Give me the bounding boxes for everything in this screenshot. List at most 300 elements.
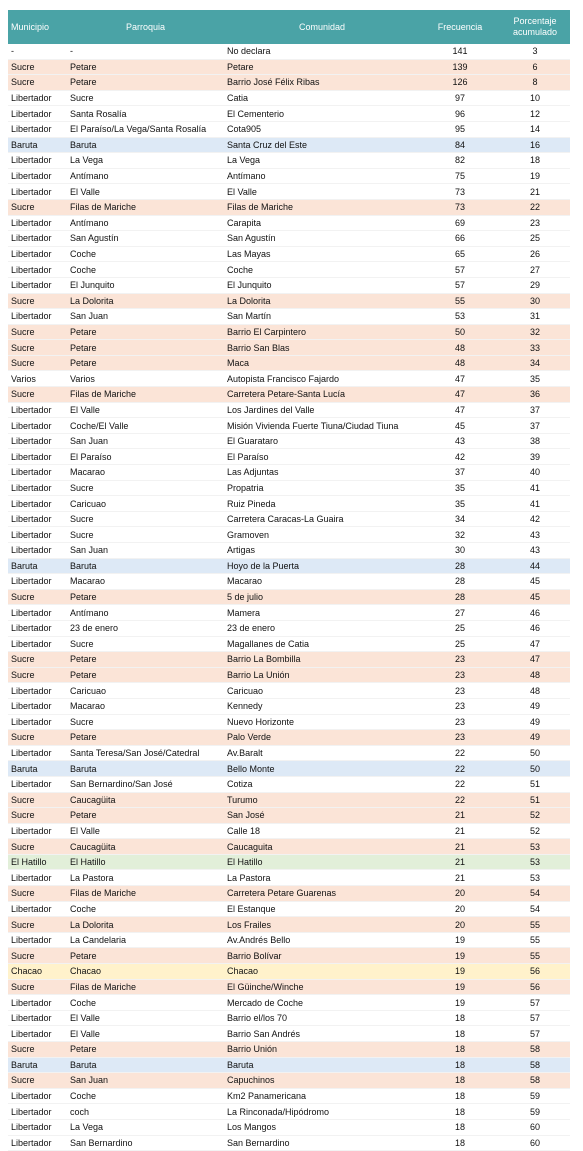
cell-comunidad: Mamera — [224, 605, 420, 621]
cell-municipio: Libertador — [8, 683, 67, 699]
cell-comunidad: El Güinche/Winche — [224, 979, 420, 995]
cell-porcentaje: 52 — [500, 823, 570, 839]
table-row — [8, 418, 570, 434]
cell-municipio: Libertador — [8, 184, 67, 200]
table-row — [8, 558, 570, 574]
cell-porcentaje: 34 — [500, 355, 570, 371]
cell-municipio: Libertador — [8, 262, 67, 278]
cell-frecuencia: 25 — [420, 620, 500, 636]
cell-municipio: Libertador — [8, 433, 67, 449]
cell-parroquia: Coche — [67, 246, 224, 262]
cell-parroquia: El Paraíso — [67, 449, 224, 465]
cell-porcentaje: 50 — [500, 745, 570, 761]
cell-municipio: Libertador — [8, 153, 67, 169]
cell-municipio: Sucre — [8, 387, 67, 403]
cell-comunidad: Las Mayas — [224, 246, 420, 262]
cell-frecuencia: 66 — [420, 231, 500, 247]
table-row — [8, 761, 570, 777]
cell-porcentaje: 25 — [500, 231, 570, 247]
cell-municipio: Libertador — [8, 106, 67, 122]
cell-parroquia: Sucre — [67, 511, 224, 527]
cell-porcentaje: 31 — [500, 309, 570, 325]
cell-comunidad: Las Adjuntas — [224, 465, 420, 481]
table-row — [8, 620, 570, 636]
cell-parroquia: Baruta — [67, 761, 224, 777]
cell-municipio: Libertador — [8, 745, 67, 761]
cell-frecuencia: 47 — [420, 387, 500, 403]
cell-municipio: Libertador — [8, 465, 67, 481]
cell-municipio: - — [8, 44, 67, 59]
cell-parroquia: Petare — [67, 652, 224, 668]
cell-parroquia: Coche — [67, 995, 224, 1011]
table-row — [8, 667, 570, 683]
cell-parroquia: Varios — [67, 371, 224, 387]
cell-municipio: Libertador — [8, 543, 67, 559]
cell-parroquia: Caucagüita — [67, 839, 224, 855]
table-row — [8, 387, 570, 403]
cell-comunidad: Barrio El Carpintero — [224, 324, 420, 340]
cell-porcentaje: 37 — [500, 418, 570, 434]
cell-porcentaje: 19 — [500, 168, 570, 184]
cell-frecuencia: 21 — [420, 839, 500, 855]
cell-comunidad: Macarao — [224, 574, 420, 590]
cell-frecuencia: 28 — [420, 574, 500, 590]
cell-frecuencia: 32 — [420, 527, 500, 543]
table-row — [8, 496, 570, 512]
cell-frecuencia: 82 — [420, 153, 500, 169]
cell-frecuencia: 53 — [420, 309, 500, 325]
cell-porcentaje: 54 — [500, 901, 570, 917]
cell-municipio: Sucre — [8, 792, 67, 808]
table-row — [8, 574, 570, 590]
cell-comunidad: Santa Cruz del Este — [224, 137, 420, 153]
cell-parroquia: La Candelaria — [67, 932, 224, 948]
table-row — [8, 90, 570, 106]
cell-comunidad: El Paraíso — [224, 449, 420, 465]
table-body — [8, 44, 570, 1151]
cell-parroquia: San Bernardino — [67, 1135, 224, 1151]
cell-frecuencia: 23 — [420, 698, 500, 714]
cell-comunidad: El Hatillo — [224, 854, 420, 870]
cell-municipio: Sucre — [8, 324, 67, 340]
cell-frecuencia: 48 — [420, 355, 500, 371]
cell-comunidad: Carretera Caracas-La Guaira — [224, 511, 420, 527]
cell-porcentaje: 58 — [500, 1057, 570, 1073]
cell-municipio: Baruta — [8, 137, 67, 153]
cell-porcentaje: 43 — [500, 527, 570, 543]
cell-frecuencia: 18 — [420, 1026, 500, 1042]
cell-porcentaje: 10 — [500, 90, 570, 106]
cell-porcentaje: 51 — [500, 792, 570, 808]
cell-porcentaje: 47 — [500, 636, 570, 652]
cell-frecuencia: 18 — [420, 1088, 500, 1104]
cell-municipio: Libertador — [8, 1135, 67, 1151]
cell-parroquia: Petare — [67, 948, 224, 964]
cell-municipio: Libertador — [8, 574, 67, 590]
cell-parroquia: Filas de Mariche — [67, 979, 224, 995]
cell-porcentaje: 49 — [500, 698, 570, 714]
cell-comunidad: Filas de Mariche — [224, 199, 420, 215]
cell-comunidad: La Rinconada/Hipódromo — [224, 1104, 420, 1120]
cell-municipio: Libertador — [8, 309, 67, 325]
table-row — [8, 371, 570, 387]
table-row — [8, 808, 570, 824]
cell-municipio: Libertador — [8, 995, 67, 1011]
cell-frecuencia: 48 — [420, 340, 500, 356]
table-row — [8, 355, 570, 371]
table-row — [8, 1135, 570, 1151]
cell-frecuencia: 20 — [420, 917, 500, 933]
cell-municipio: Sucre — [8, 59, 67, 75]
cell-porcentaje: 55 — [500, 932, 570, 948]
cell-parroquia: El Valle — [67, 1026, 224, 1042]
cell-comunidad: Barrio Bolívar — [224, 948, 420, 964]
cell-comunidad: Maca — [224, 355, 420, 371]
cell-parroquia: La Vega — [67, 1119, 224, 1135]
cell-parroquia: Baruta — [67, 137, 224, 153]
cell-frecuencia: 28 — [420, 589, 500, 605]
cell-municipio: Libertador — [8, 714, 67, 730]
cell-parroquia: Petare — [67, 59, 224, 75]
cell-municipio: Sucre — [8, 652, 67, 668]
cell-frecuencia: 20 — [420, 901, 500, 917]
cell-municipio: Sucre — [8, 355, 67, 371]
cell-porcentaje: 35 — [500, 371, 570, 387]
cell-porcentaje: 60 — [500, 1135, 570, 1151]
table-row — [8, 44, 570, 59]
cell-comunidad: El Estanque — [224, 901, 420, 917]
cell-parroquia: Petare — [67, 808, 224, 824]
cell-frecuencia: 55 — [420, 293, 500, 309]
cell-frecuencia: 139 — [420, 59, 500, 75]
table-row — [8, 1104, 570, 1120]
cell-comunidad: San Martín — [224, 309, 420, 325]
table-row — [8, 449, 570, 465]
cell-frecuencia: 84 — [420, 137, 500, 153]
cell-parroquia: Baruta — [67, 1057, 224, 1073]
cell-comunidad: Los Jardines del Valle — [224, 402, 420, 418]
cell-porcentaje: 32 — [500, 324, 570, 340]
cell-municipio: Libertador — [8, 636, 67, 652]
cell-parroquia: Petare — [67, 1042, 224, 1058]
cell-porcentaje: 14 — [500, 121, 570, 137]
cell-municipio: Sucre — [8, 199, 67, 215]
table-row — [8, 901, 570, 917]
table-row — [8, 964, 570, 980]
cell-municipio: Libertador — [8, 527, 67, 543]
cell-porcentaje: 33 — [500, 340, 570, 356]
cell-porcentaje: 57 — [500, 1010, 570, 1026]
table-row — [8, 168, 570, 184]
cell-comunidad: Av.Baralt — [224, 745, 420, 761]
cell-municipio: Libertador — [8, 932, 67, 948]
cell-porcentaje: 41 — [500, 496, 570, 512]
table-row — [8, 511, 570, 527]
cell-municipio: Sucre — [8, 589, 67, 605]
cell-porcentaje: 37 — [500, 402, 570, 418]
cell-porcentaje: 18 — [500, 153, 570, 169]
cell-frecuencia: 141 — [420, 44, 500, 59]
table-row — [8, 137, 570, 153]
header-row — [8, 10, 570, 44]
cell-parroquia: Petare — [67, 340, 224, 356]
table-row — [8, 543, 570, 559]
cell-municipio: Libertador — [8, 1104, 67, 1120]
cell-parroquia: Petare — [67, 730, 224, 746]
cell-parroquia: El Paraíso/La Vega/Santa Rosalía — [67, 121, 224, 137]
cell-comunidad: Misión Vivienda Fuerte Tiuna/Ciudad Tiuna — [224, 418, 420, 434]
cell-frecuencia: 18 — [420, 1010, 500, 1026]
cell-comunidad: Antímano — [224, 168, 420, 184]
cell-parroquia: Petare — [67, 75, 224, 91]
cell-frecuencia: 18 — [420, 1104, 500, 1120]
cell-parroquia: San Agustín — [67, 231, 224, 247]
cell-frecuencia: 18 — [420, 1042, 500, 1058]
table-row — [8, 121, 570, 137]
cell-parroquia: San Bernardino/San José — [67, 776, 224, 792]
cell-comunidad: San José — [224, 808, 420, 824]
cell-parroquia: Sucre — [67, 636, 224, 652]
cell-comunidad: Barrio el/los 70 — [224, 1010, 420, 1026]
cell-comunidad: Baruta — [224, 1057, 420, 1073]
cell-municipio: Sucre — [8, 948, 67, 964]
cell-parroquia: Macarao — [67, 574, 224, 590]
cell-frecuencia: 22 — [420, 745, 500, 761]
table-row — [8, 480, 570, 496]
cell-comunidad: Bello Monte — [224, 761, 420, 777]
cell-frecuencia: 96 — [420, 106, 500, 122]
cell-comunidad: La Pastora — [224, 870, 420, 886]
cell-comunidad: El Valle — [224, 184, 420, 200]
cell-parroquia: La Dolorita — [67, 293, 224, 309]
cell-parroquia: Coche — [67, 262, 224, 278]
cell-porcentaje: 21 — [500, 184, 570, 200]
cell-comunidad: San Agustín — [224, 231, 420, 247]
cell-comunidad: Mercado de Coche — [224, 995, 420, 1011]
cell-frecuencia: 97 — [420, 90, 500, 106]
cell-comunidad: El Cementerio — [224, 106, 420, 122]
table-row — [8, 75, 570, 91]
cell-municipio: Libertador — [8, 620, 67, 636]
cell-municipio: Libertador — [8, 215, 67, 231]
table-row — [8, 324, 570, 340]
cell-frecuencia: 75 — [420, 168, 500, 184]
cell-municipio: Sucre — [8, 730, 67, 746]
cell-frecuencia: 35 — [420, 496, 500, 512]
cell-municipio: Sucre — [8, 293, 67, 309]
cell-municipio: Libertador — [8, 901, 67, 917]
cell-frecuencia: 21 — [420, 854, 500, 870]
cell-frecuencia: 22 — [420, 792, 500, 808]
cell-parroquia: Sucre — [67, 480, 224, 496]
table-row — [8, 465, 570, 481]
cell-parroquia: Coche/El Valle — [67, 418, 224, 434]
cell-parroquia: Coche — [67, 901, 224, 917]
table-row — [8, 184, 570, 200]
cell-comunidad: La Dolorita — [224, 293, 420, 309]
cell-municipio: Libertador — [8, 277, 67, 293]
table-row — [8, 1042, 570, 1058]
cell-municipio: Sucre — [8, 917, 67, 933]
cell-frecuencia: 47 — [420, 371, 500, 387]
table-row — [8, 776, 570, 792]
table-row — [8, 652, 570, 668]
cell-parroquia: Sucre — [67, 527, 224, 543]
cell-municipio: Libertador — [8, 823, 67, 839]
cell-porcentaje: 55 — [500, 948, 570, 964]
cell-porcentaje: 56 — [500, 964, 570, 980]
cell-frecuencia: 21 — [420, 808, 500, 824]
table-row — [8, 433, 570, 449]
cell-frecuencia: 19 — [420, 932, 500, 948]
table-row — [8, 340, 570, 356]
cell-comunidad: La Vega — [224, 153, 420, 169]
table-row — [8, 262, 570, 278]
cell-municipio: Sucre — [8, 839, 67, 855]
cell-porcentaje: 49 — [500, 730, 570, 746]
cell-parroquia: 23 de enero — [67, 620, 224, 636]
cell-porcentaje: 8 — [500, 75, 570, 91]
cell-frecuencia: 65 — [420, 246, 500, 262]
cell-comunidad: 23 de enero — [224, 620, 420, 636]
cell-parroquia: Petare — [67, 589, 224, 605]
cell-municipio: Libertador — [8, 1119, 67, 1135]
cell-parroquia: Macarao — [67, 465, 224, 481]
cell-parroquia: Baruta — [67, 558, 224, 574]
cell-municipio: Chacao — [8, 964, 67, 980]
cell-municipio: Libertador — [8, 449, 67, 465]
cell-parroquia: Coche — [67, 1088, 224, 1104]
table-row — [8, 1010, 570, 1026]
cell-municipio: Libertador — [8, 605, 67, 621]
cell-municipio: Sucre — [8, 1073, 67, 1089]
cell-comunidad: Palo Verde — [224, 730, 420, 746]
cell-frecuencia: 20 — [420, 886, 500, 902]
cell-porcentaje: 46 — [500, 605, 570, 621]
cell-municipio: Libertador — [8, 418, 67, 434]
table-row — [8, 605, 570, 621]
table-row — [8, 979, 570, 995]
cell-comunidad: Ruiz Pineda — [224, 496, 420, 512]
table-row — [8, 199, 570, 215]
cell-frecuencia: 21 — [420, 870, 500, 886]
cell-porcentaje: 60 — [500, 1119, 570, 1135]
cell-porcentaje: 53 — [500, 854, 570, 870]
cell-comunidad: Kennedy — [224, 698, 420, 714]
cell-parroquia: Santa Teresa/San José/Catedral — [67, 745, 224, 761]
cell-frecuencia: 73 — [420, 184, 500, 200]
cell-frecuencia: 23 — [420, 667, 500, 683]
cell-comunidad: Autopista Francisco Fajardo — [224, 371, 420, 387]
cell-parroquia: La Pastora — [67, 870, 224, 886]
frequency-table-container — [8, 10, 570, 1151]
frequency-table — [8, 10, 570, 1151]
cell-porcentaje: 43 — [500, 543, 570, 559]
cell-parroquia: coch — [67, 1104, 224, 1120]
cell-municipio: Baruta — [8, 761, 67, 777]
cell-porcentaje: 57 — [500, 1026, 570, 1042]
cell-frecuencia: 37 — [420, 465, 500, 481]
cell-comunidad: Caucaguita — [224, 839, 420, 855]
cell-parroquia: San Juan — [67, 433, 224, 449]
table-row — [8, 215, 570, 231]
cell-comunidad: Carretera Petare Guarenas — [224, 886, 420, 902]
cell-frecuencia: 18 — [420, 1073, 500, 1089]
cell-frecuencia: 19 — [420, 979, 500, 995]
table-row — [8, 277, 570, 293]
cell-porcentaje: 38 — [500, 433, 570, 449]
cell-comunidad: Barrio San Blas — [224, 340, 420, 356]
cell-porcentaje: 16 — [500, 137, 570, 153]
cell-parroquia: El Valle — [67, 402, 224, 418]
cell-municipio: Libertador — [8, 496, 67, 512]
cell-comunidad: San Bernardino — [224, 1135, 420, 1151]
cell-frecuencia: 19 — [420, 948, 500, 964]
cell-parroquia: Caucagüita — [67, 792, 224, 808]
cell-comunidad: No declara — [224, 44, 420, 59]
cell-porcentaje: 42 — [500, 511, 570, 527]
cell-comunidad: Capuchinos — [224, 1073, 420, 1089]
table-row — [8, 1088, 570, 1104]
cell-porcentaje: 12 — [500, 106, 570, 122]
table-row — [8, 106, 570, 122]
cell-comunidad: Gramoven — [224, 527, 420, 543]
cell-porcentaje: 59 — [500, 1088, 570, 1104]
table-row — [8, 730, 570, 746]
cell-comunidad: Caricuao — [224, 683, 420, 699]
cell-frecuencia: 22 — [420, 761, 500, 777]
cell-porcentaje: 46 — [500, 620, 570, 636]
cell-municipio: Varios — [8, 371, 67, 387]
cell-porcentaje: 59 — [500, 1104, 570, 1120]
cell-frecuencia: 57 — [420, 262, 500, 278]
cell-parroquia: La Vega — [67, 153, 224, 169]
cell-municipio: Sucre — [8, 979, 67, 995]
table-row — [8, 683, 570, 699]
cell-comunidad: Catia — [224, 90, 420, 106]
cell-parroquia: Filas de Mariche — [67, 387, 224, 403]
cell-municipio: Libertador — [8, 1026, 67, 1042]
cell-porcentaje: 50 — [500, 761, 570, 777]
cell-porcentaje: 47 — [500, 652, 570, 668]
cell-parroquia: Macarao — [67, 698, 224, 714]
cell-frecuencia: 23 — [420, 652, 500, 668]
cell-parroquia: Caricuao — [67, 496, 224, 512]
cell-comunidad: Los Mangos — [224, 1119, 420, 1135]
cell-frecuencia: 45 — [420, 418, 500, 434]
table-row — [8, 636, 570, 652]
header-municipio: Municipio — [8, 10, 67, 44]
cell-municipio: Libertador — [8, 246, 67, 262]
cell-parroquia: Antímano — [67, 215, 224, 231]
cell-parroquia: Petare — [67, 355, 224, 371]
cell-municipio: Sucre — [8, 75, 67, 91]
cell-comunidad: Barrio San Andrés — [224, 1026, 420, 1042]
cell-comunidad: Carretera Petare-Santa Lucía — [224, 387, 420, 403]
cell-municipio: El Hatillo — [8, 854, 67, 870]
table-row — [8, 231, 570, 247]
cell-comunidad: Chacao — [224, 964, 420, 980]
cell-porcentaje: 57 — [500, 995, 570, 1011]
cell-comunidad: Artigas — [224, 543, 420, 559]
cell-comunidad: 5 de julio — [224, 589, 420, 605]
cell-comunidad: El Guarataro — [224, 433, 420, 449]
cell-municipio: Libertador — [8, 231, 67, 247]
cell-municipio: Libertador — [8, 698, 67, 714]
header-comunidad: Comunidad — [224, 10, 420, 44]
cell-porcentaje: 53 — [500, 870, 570, 886]
cell-frecuencia: 28 — [420, 558, 500, 574]
